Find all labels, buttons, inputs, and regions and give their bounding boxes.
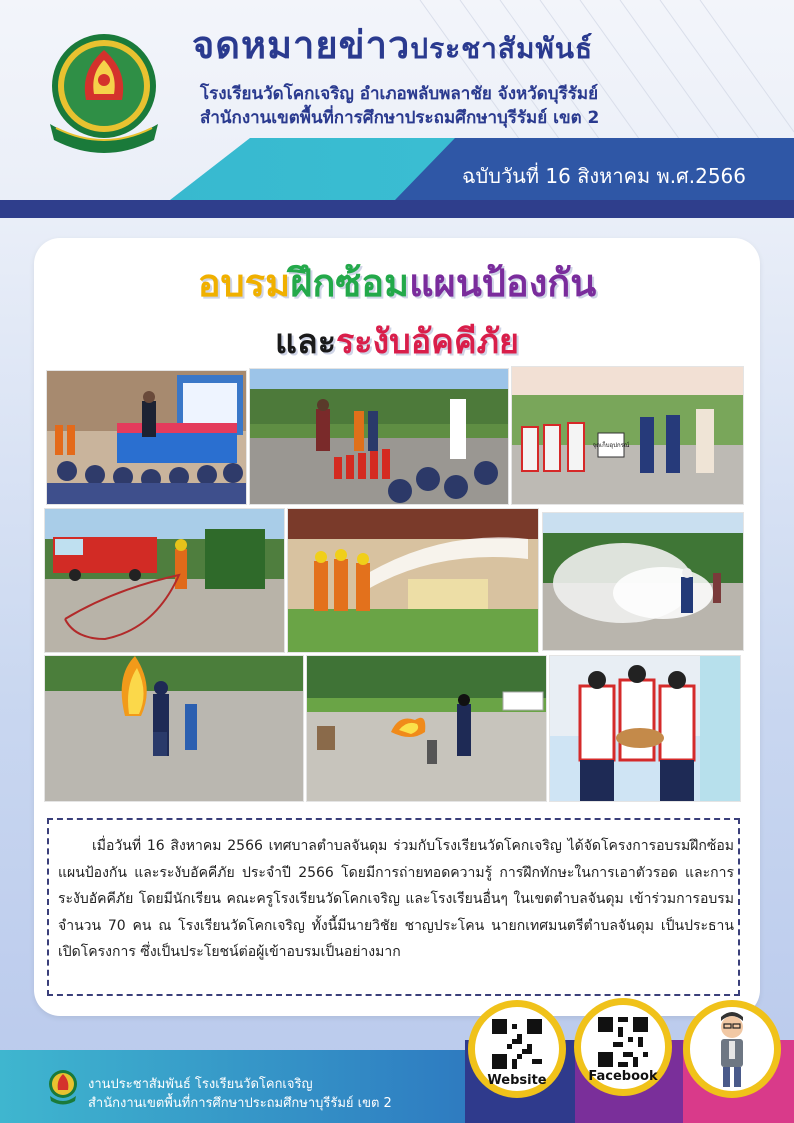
- photo-smoke-extinguish: [542, 512, 744, 651]
- photo-equipment-station: [511, 366, 744, 505]
- facebook-label: Facebook: [588, 1069, 658, 1084]
- photo-fire-gas-tank: [44, 655, 304, 802]
- school-line: โรงเรียนวัดโคกเจริญ อำเภอพลับพลาชัย จังหวัดบุรีรัมย์: [200, 84, 599, 104]
- headline-line-2: [0, 314, 794, 368]
- headline-line-1: [0, 252, 794, 313]
- qr-code-icon: [598, 1017, 648, 1067]
- photo-fire-truck: [44, 508, 285, 653]
- headline-part-3: แผนป้องกัน: [409, 261, 597, 305]
- newsletter-title: จดหมายข่าวประชาสัมพันธ์: [192, 23, 594, 67]
- school-logo: [44, 28, 164, 156]
- photo-rescue-carry: [549, 655, 741, 802]
- website-qr-badge[interactable]: [468, 1000, 566, 1098]
- footer-line-1: งานประชาสัมพันธ์ โรงเรียนวัดโคกเจริญ: [88, 1077, 313, 1092]
- footer-line-2: สำนักงานเขตพื้นที่การศึกษาประถมศึกษาบุรีรัมย์ เขต 2: [88, 1096, 392, 1111]
- photo-fire-drill-field: [306, 655, 547, 802]
- website-label: Website: [487, 1073, 547, 1088]
- mascot-badge: [683, 1000, 781, 1098]
- headline-part-4: และ: [275, 322, 337, 362]
- qr-code-icon: [492, 1019, 542, 1069]
- article-body: เมื่อวันที่ 16 สิงหาคม 2566 เทศบาลตำบลจันดุม ร่วมกับโรงเรียนวัดโคกเจริญ ได้จัดโครงการอบรมฝึกซ้อมแผนป้องกัน และระงับอัคคีภัย ประจำปี 2566 โดยมีการถ่ายทอดความรู้ การฝึกทักษะในการเอาตัวรอด และการระงับอัคคีภัย โดยมีนักเรียน คณะครูโรงเรียนวัดโคกเจริญ และโรงเรียนอื่นๆ ในเขตตำบลจันดุม เข้าร่วมการอบรม จำนวน 70 คน ณ โรงเรียนวัดโคกเจริญ ทั้งนี้มีนายวิชัย ชาญประโคน นายกเทศมนตรีตำบลจันดุม เป็นประธานเปิดโครงการ ซึ่งเป็นประโยชน์ต่อผู้เข้าอบรมเป็นอย่างมาก: [58, 838, 734, 960]
- headline-part-1: อบรม: [197, 261, 291, 305]
- photo-opening-ceremony: [46, 370, 247, 505]
- photo-sign-text: จุดเก็บอุปกรณ์: [592, 442, 630, 449]
- office-line: สำนักงานเขตพื้นที่การศึกษาประถมศึกษาบุรีรัมย์ เขต 2: [200, 108, 600, 128]
- header-bottom-band: [0, 200, 794, 218]
- facebook-qr-badge[interactable]: [574, 998, 672, 1096]
- footer-logo: [48, 1066, 78, 1106]
- headline-part-5: ระงับอัคคีภัย: [336, 322, 519, 362]
- headline-part-2: ฝึกซ้อม: [290, 261, 410, 305]
- mascot-figure-icon: [707, 1005, 757, 1095]
- photo-extinguisher-demo: [249, 368, 509, 505]
- issue-date: ฉบับวันที่ 16 สิงหาคม พ.ศ.2566: [461, 164, 746, 188]
- photo-hose-spray: [287, 508, 539, 653]
